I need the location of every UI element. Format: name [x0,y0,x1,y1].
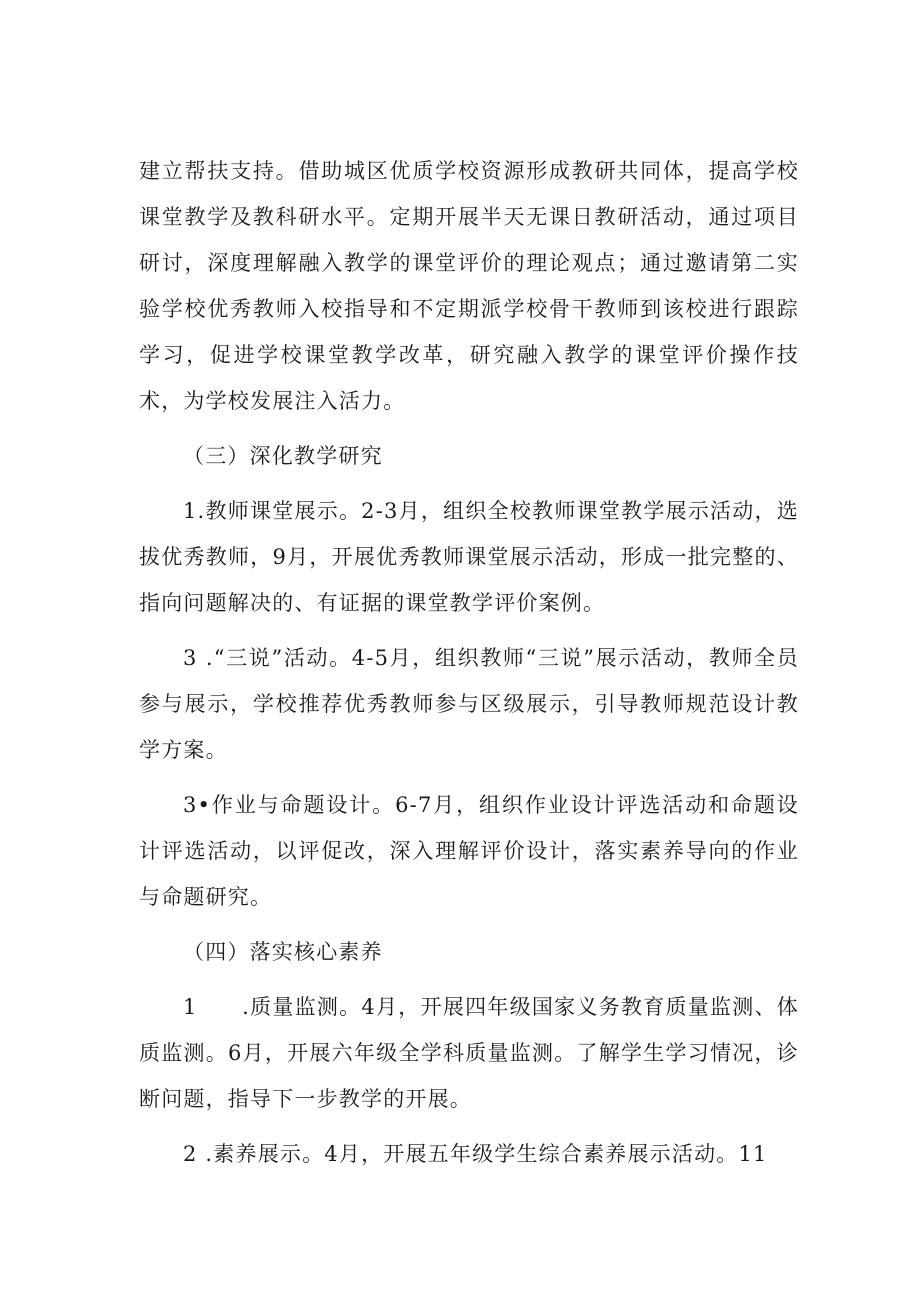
document-body [139,148,799,1186]
paragraph-support: 建立帮扶支持。借助城区优质学校资源形成教研共同体，提高学校课堂教学及教科研水平。定期开展半天无课日教研活动，通过项目研讨，深度理解融入教学的课堂评价的理论观点；通过邀请第二实验学校优秀教师入校指导和不定期派学校骨干教师到该校进行跟踪学习，促进学校课堂教学改革，研究融入教学的课堂评价操作技术，为学校发展注入活力。 [139,159,799,413]
section-heading-core-literacy: （四）落实核心素养 [183,940,383,964]
paragraph-classroom-showcase: 1.教师课堂展示。2-3月，组织全校教师课堂教学展示活动，选拔优秀教师，9月，开展优秀教师课堂展示活动，形成一批完整的、指向问题解决的、有证据的课堂教学评价案例。 [139,499,799,615]
paragraph-homework-design: 3•作业与命题设计。6-7月，组织作业设计评选活动和命题设计评选活动，以评促改，深入理解评价设计，落实素养导向的作业与命题研究。 [139,793,799,909]
section-heading-teaching-research: （三）深化教学研究 [183,444,383,468]
paragraph-quality-monitoring: 1 .质量监测。4月，开展四年级国家义务教育质量监测、体质监测。6月，开展六年级全学科质量监测。了解学生学习情况，诊断问题，指导下一步教学的开展。 [139,995,799,1111]
paragraph-literacy-showcase: 2 .素养展示。4月，开展五年级学生综合素养展示活动。11 [183,1142,768,1166]
paragraph-three-talks: 3 .“三说”活动。4-5月，组织教师“三说”展示活动，教师全员参与展示，学校推荐优秀教师参与区级展示，引导教师规范设计教学方案。 [139,646,799,762]
